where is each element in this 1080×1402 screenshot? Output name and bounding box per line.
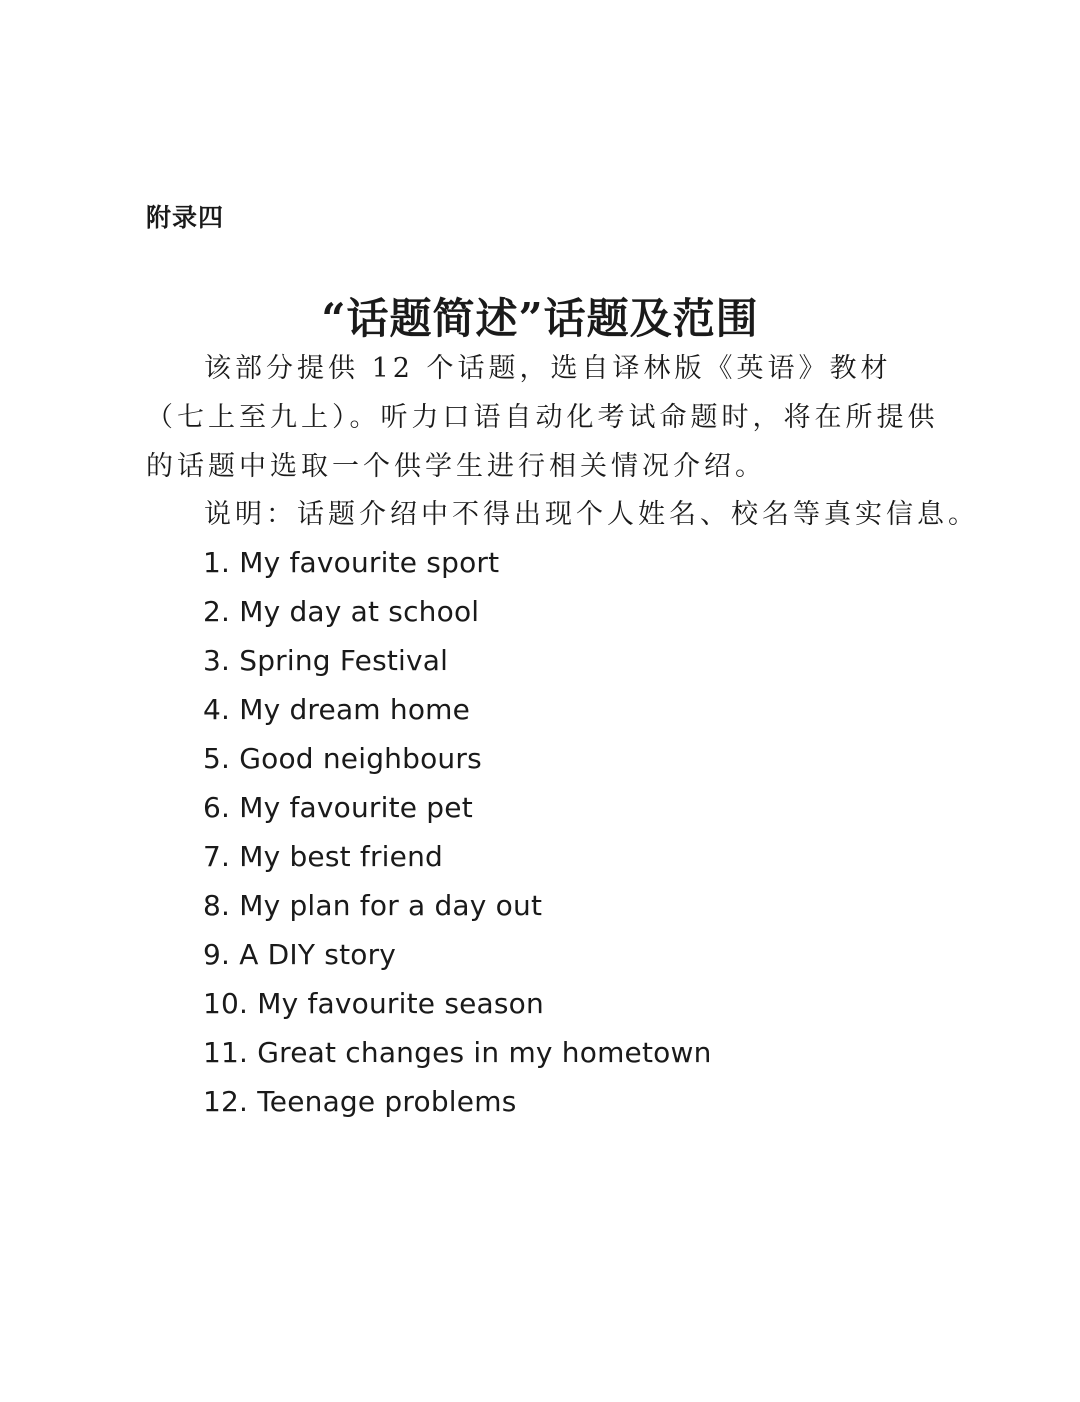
topic-item: 3. Spring Festival bbox=[203, 644, 449, 677]
appendix-label: 附录四 bbox=[146, 203, 225, 232]
note-paragraph: 说明：话题介绍中不得出现个人姓名、校名等真实信息。 bbox=[204, 499, 979, 530]
topic-item: 10. My favourite season bbox=[203, 987, 544, 1020]
topic-item: 9. A DIY story bbox=[203, 938, 397, 971]
topic-item: 2. My day at school bbox=[203, 595, 480, 628]
topic-item: 6. My favourite pet bbox=[203, 791, 473, 824]
topic-list bbox=[203, 540, 712, 1128]
topic-item: 7. My best friend bbox=[203, 840, 444, 873]
topic-item: 5. Good neighbours bbox=[203, 742, 482, 775]
intro-paragraph: 该部分提供 12 个话题，选自译林版《英语》教材（七上至九上）。听力口语自动化考试命题时，将在所提供的话题中选取一个供学生进行相关情况介绍。 bbox=[146, 353, 939, 482]
topic-item: 12. Teenage problems bbox=[203, 1085, 517, 1118]
page-title: “话题简述”话题及范围 bbox=[321, 294, 759, 343]
topic-item: 1. My favourite sport bbox=[203, 546, 500, 579]
topic-item: 8. My plan for a day out bbox=[203, 889, 543, 922]
topic-item: 4. My dream home bbox=[203, 693, 471, 726]
topic-item: 11. Great changes in my hometown bbox=[203, 1036, 712, 1069]
